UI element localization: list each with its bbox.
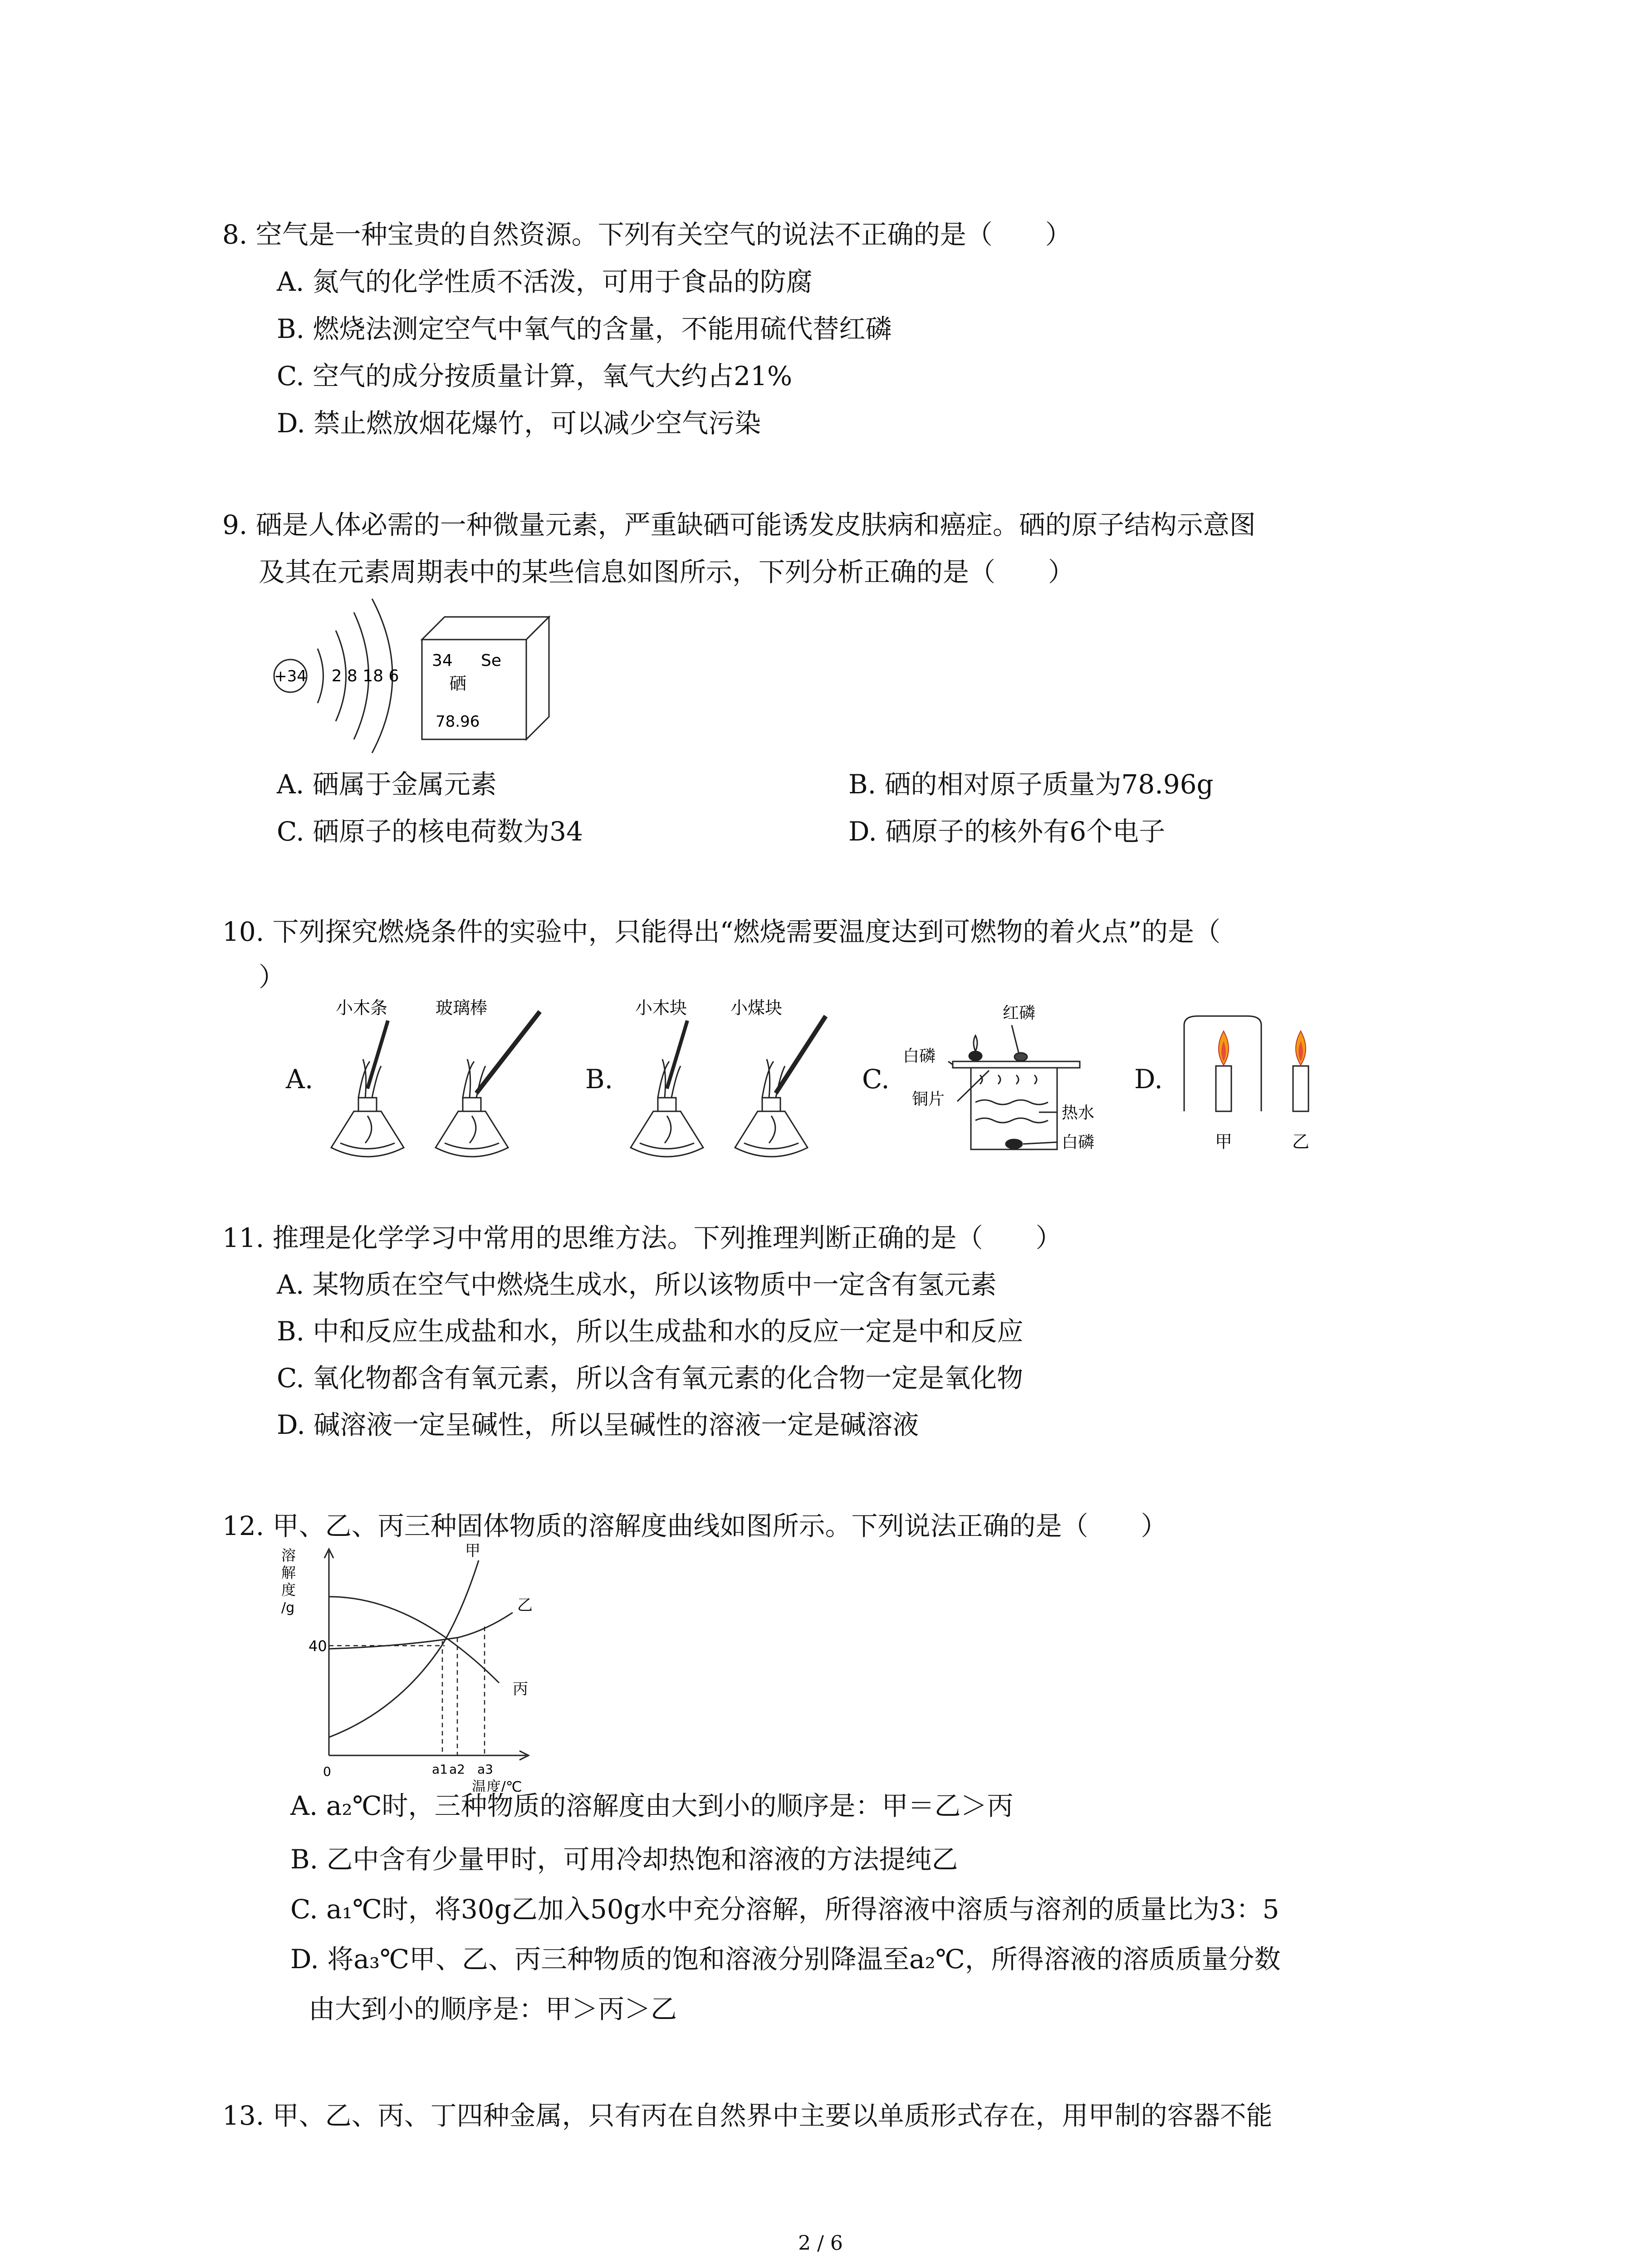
fig-c-white-phosphorus-bottom: 白磷 xyxy=(1062,1133,1095,1152)
y-tick-40: 40 xyxy=(309,1637,327,1655)
q8-option-a: A. 氮气的化学性质不活泼，可用于食品的防腐 xyxy=(277,266,813,297)
fig-c-red-phosphorus: 红磷 xyxy=(1003,1004,1036,1022)
xlabel: 温度/℃ xyxy=(472,1778,522,1792)
q10-figure-d xyxy=(1171,1007,1343,1161)
solubility-curve-chart xyxy=(272,1538,581,1792)
q9-stem-line1: 9. 硒是人体必需的一种微量元素，严重缺硒可能诱发皮肤病和癌症。硒的原子结构示意图 xyxy=(222,509,1256,540)
q10-figure-a xyxy=(327,993,563,1170)
q8-option-c: C. 空气的成分按质量计算，氧气大约占21% xyxy=(277,361,793,391)
ylabel-char-1: 溶 xyxy=(281,1547,296,1564)
q8-stem: 8. 空气是一种宝贵的自然资源。下列有关空气的说法不正确的是（ ） xyxy=(222,219,1072,250)
q12-option-b: B. 乙中含有少量甲时，可用冷却热饱和溶液的方法提纯乙 xyxy=(290,1844,958,1875)
q8-option-d: D. 禁止燃放烟花爆竹，可以减少空气污染 xyxy=(277,408,761,439)
q11-option-a: A. 某物质在空气中燃烧生成水，所以该物质中一定含有氢元素 xyxy=(277,1269,997,1300)
q8-option-b: B. 燃烧法测定空气中氧气的含量，不能用硫代替红磷 xyxy=(277,313,892,344)
q11-option-d: D. 碱溶液一定呈碱性，所以呈碱性的溶液一定是碱溶液 xyxy=(277,1409,919,1440)
series-label-yi: 乙 xyxy=(517,1596,533,1614)
fig-c-hot-water: 热水 xyxy=(1062,1104,1095,1122)
q10-label-c: C. xyxy=(862,1064,890,1095)
q10-figure-c xyxy=(903,998,1139,1170)
shell-electrons: 2 8 18 6 xyxy=(331,667,399,685)
series-label-bing: 丙 xyxy=(513,1680,528,1698)
fig-c-white-phosphorus-top: 白磷 xyxy=(903,1047,936,1066)
curve-bing xyxy=(329,1597,499,1683)
q10-figure-b xyxy=(626,993,862,1170)
q9-stem-line2: 及其在元素周期表中的某些信息如图所示，下列分析正确的是（ ） xyxy=(259,557,1075,587)
x-tick-a3: a3 xyxy=(477,1762,493,1777)
q10-stem-line2: ） xyxy=(259,962,285,992)
fig-a-right-label: 玻璃棒 xyxy=(436,998,488,1018)
element-symbol: Se xyxy=(481,651,501,670)
q12-option-d-line1: D. 将a₃℃甲、乙、丙三种物质的饱和溶液分别降温至a₂℃，所得溶液的溶质质量分数 xyxy=(290,1944,1281,1975)
ylabel-char-4: /g xyxy=(281,1600,295,1616)
q10-label-b: B. xyxy=(585,1064,613,1095)
q9-option-b: B. 硒的相对原子质量为78.96g xyxy=(848,769,1214,800)
page-number: 2 / 6 xyxy=(798,2232,843,2255)
x-tick-a2: a2 xyxy=(449,1762,465,1777)
q13-stem: 13. 甲、乙、丙、丁四种金属，只有丙在自然界中主要以单质形式存在，用甲制的容器不能 xyxy=(222,2100,1273,2131)
nucleus-label: +34 xyxy=(274,667,307,685)
ylabel-char-3: 度 xyxy=(281,1581,296,1598)
fig-c-copper: 铜片 xyxy=(912,1090,945,1109)
q9-option-c: C. 硒原子的核电荷数为34 xyxy=(277,816,583,847)
q11-option-c: C. 氧化物都含有氧元素，所以含有氧元素的化合物一定是氧化物 xyxy=(277,1363,1024,1393)
element-number: 34 xyxy=(432,651,453,670)
fig-d-right-label: 乙 xyxy=(1292,1132,1310,1152)
fig-d-left-label: 甲 xyxy=(1215,1132,1233,1152)
selenium-element-cell xyxy=(417,612,554,744)
q12-stem: 12. 甲、乙、丙三种固体物质的溶解度曲线如图所示。下列说法正确的是（ ） xyxy=(222,1510,1167,1541)
q12-option-a: A. a₂℃时，三种物质的溶解度由大到小的顺序是：甲＝乙＞丙 xyxy=(290,1790,1014,1821)
fig-b-left-label: 小木块 xyxy=(635,998,687,1018)
q11-stem: 11. 推理是化学学习中常用的思维方法。下列推理判断正确的是（ ） xyxy=(222,1222,1062,1253)
q12-option-c: C. a₁℃时，将30g乙加入50g水中充分溶解，所得溶液中溶质与溶剂的质量比为3：5 xyxy=(290,1894,1279,1925)
q11-option-b: B. 中和反应生成盐和水，所以生成盐和水的反应一定是中和反应 xyxy=(277,1316,1024,1347)
x-tick-a1: a1 xyxy=(432,1762,448,1777)
series-label-jia: 甲 xyxy=(465,1542,480,1560)
ylabel-char-2: 解 xyxy=(281,1564,296,1581)
element-name: 硒 xyxy=(449,674,467,694)
q10-label-a: A. xyxy=(286,1064,314,1095)
fig-a-left-label: 小木条 xyxy=(336,998,388,1018)
q9-option-d: D. 硒原子的核外有6个电子 xyxy=(848,816,1166,847)
origin-label: 0 xyxy=(323,1764,331,1779)
element-mass: 78.96 xyxy=(436,713,480,731)
curve-jia xyxy=(329,1560,479,1737)
q9-option-a: A. 硒属于金属元素 xyxy=(277,769,497,800)
q12-option-d-line2: 由大到小的顺序是：甲＞丙＞乙 xyxy=(309,1994,677,2024)
q10-stem-line1: 10. 下列探究燃烧条件的实验中，只能得出“燃烧需要温度达到可燃物的着火点”的是（ xyxy=(222,916,1220,947)
fig-b-right-label: 小煤块 xyxy=(730,998,783,1018)
q10-label-d: D. xyxy=(1134,1064,1163,1095)
